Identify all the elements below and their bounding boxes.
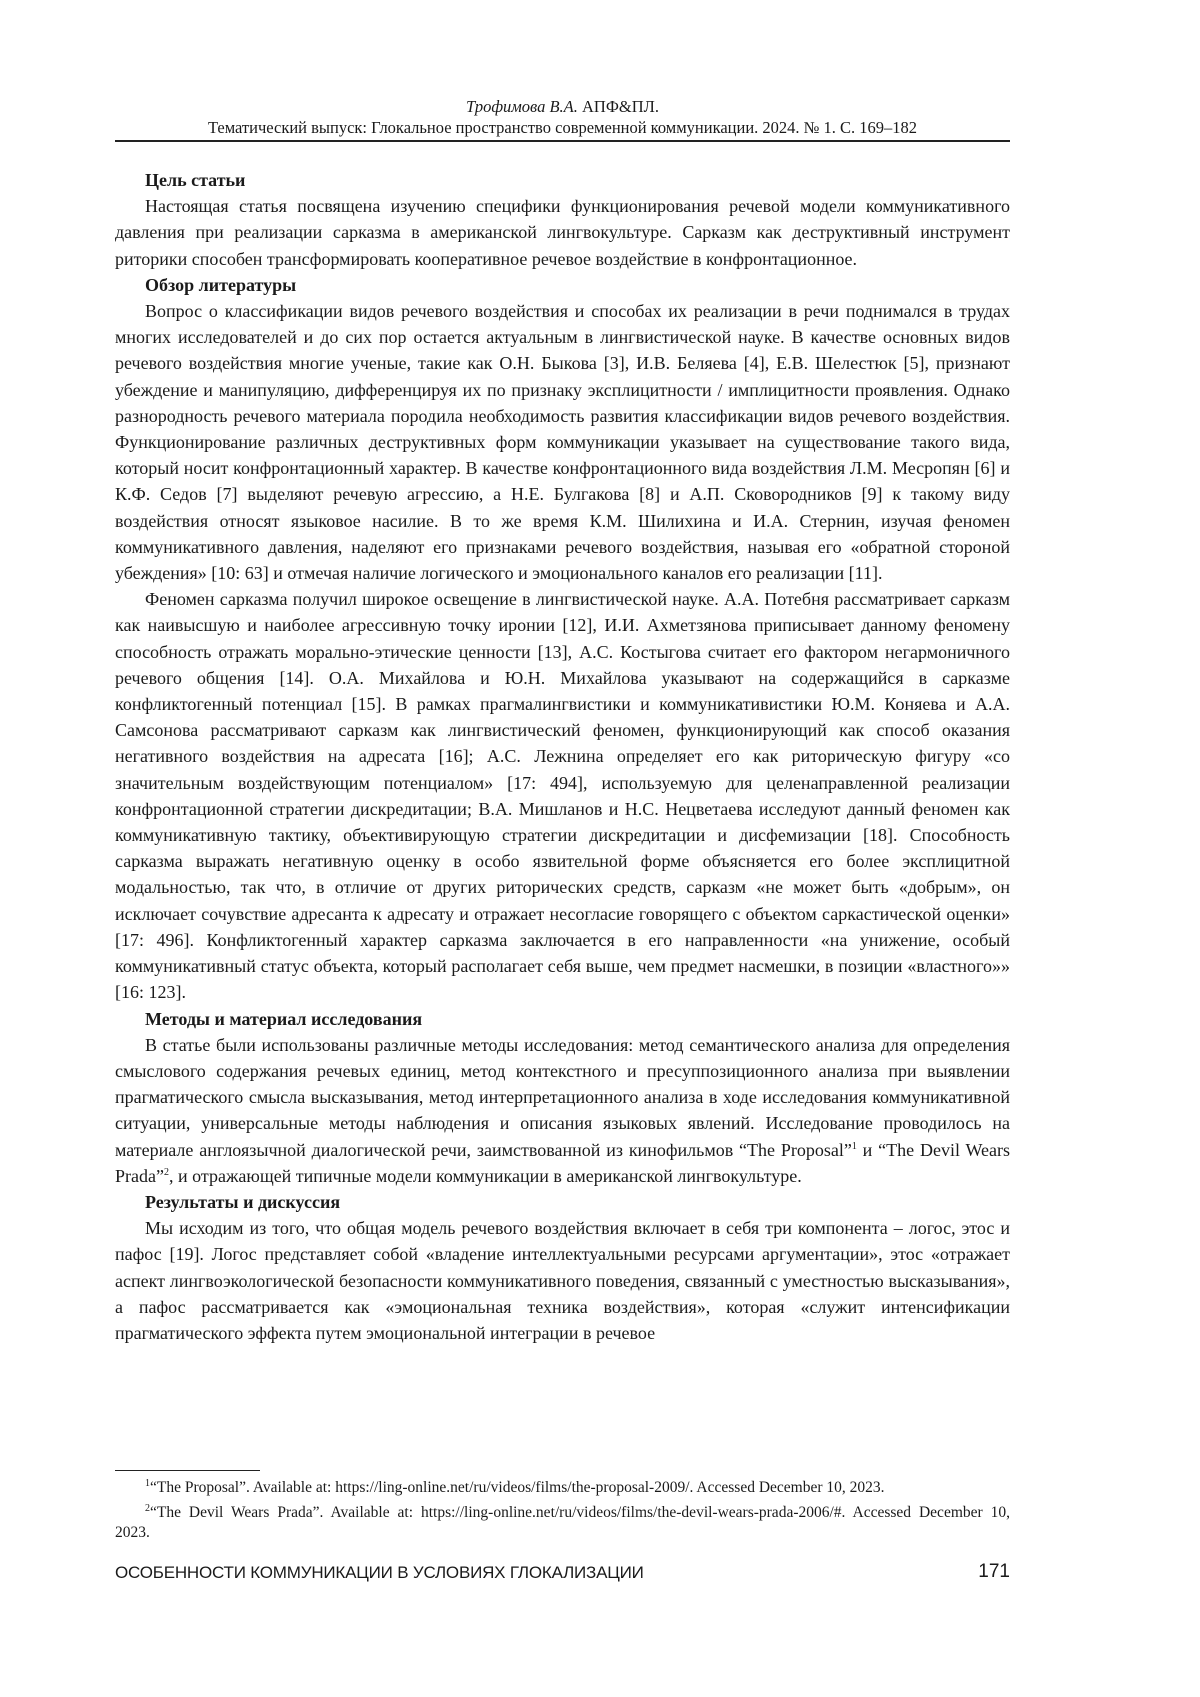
footnote-text: “The Proposal”. Available at: https://ling-online.net/ru/videos/films/the-proposal-2009/. Accessed December 10, 2023. (150, 1479, 885, 1496)
paragraph-methods (115, 1032, 1010, 1189)
running-head-journal: АПФ&ПЛ. (582, 97, 659, 116)
footnote-rule (115, 1470, 260, 1471)
running-head-author-line (115, 96, 1010, 117)
paragraph: Вопрос о классификации видов речевого воздействия и способах их реализации в речи поднимался в трудах многих исследователей и до сих пор остается актуальным в лингвистической науке. В качестве основных видов речевого воздействия многие ученые, такие как О.Н. Быкова [3], И.В. Беляева [4], Е.В. Шелестюк [5], признают убеждение и манипуляцию, дифференцируя их по признаку эксплицитности / имплицитности проявления. Однако разнородность речевого материала породила необходимость развития классификации видов речевого воздействия. Функционирование различных деструктивных форм коммуникации указывает на существование такого вида, который носит конфронтационный характер. В качестве конфронтационного вида воздействия Л.М. Месропян [6] и К.Ф. Седов [7] выделяют речевую агрессию, а Н.Е. Булгакова [8] и А.П. Сковородников [9] к такому виду воздействия относят языковое насилие. В то же время К.М. Шилихина и И.А. Стернин, изучая феномен коммуникативного давления, наделяют его признаками речевого воздействия, называя его «обратной стороной убеждения» [10: 63] и отмечая наличие логического и эмоционального каналов его реализации [11]. (115, 301, 1010, 584)
footnote-item (115, 1478, 1010, 1499)
methods-text-before: В статье были использованы различные методы исследования: метод семантического анализа для определения смыслового содержания речевых единиц, метод контекстного и пресуппозиционного анализа при выявлении прагматического смысла высказывания, метод интерпретационного анализа в ходе исследования коммуникативной ситуации, универсальные методы наблюдения и описания языковых явлений. Исследование проводилось на материале англоязычной диалогической речи, заимствованной из кинофильмов “The Proposal” (115, 1034, 1010, 1160)
paragraph: Феномен сарказма получил широкое освещение в лингвистической науке. А.А. Потебня рассматривает сарказм как наивысшую и наиболее агрессивную точку иронии [12], И.И. Ахметзянова приписывает данному феномену способность отражать морально-этические ценности [13], А.С. Костыгова считает его фактором негармоничного речевого общения [14]. О.А. Михайлова и Ю.Н. Михайлова указывают на содержащийся в сарказме конфликтогенный потенциал [15]. В рамках прагмалингвистики и коммуникативистики Ю.М. Коняева и А.А. Самсонова рассматривают сарказм как лингвистический феномен, функционирующий как способ оказания негативного воздействия на адресата [16]; А.С. Лежнина определяет его как риторическую фигуру «со значительным воздействующим потенциалом» [17: 494], используемую для целенаправленной реализации конфронтационной стратегии дискредитации; В.А. Мишланов и Н.С. Нецветаева исследуют данный феномен как коммуникативную тактику, объективирующую стратегии дискредитации и дисфемизации [18]. Способность сарказма выражать негативную оценку в особо язвительной форме объясняется его более эксплицитной модальностью, так что, в отличие от других риторических средств, сарказм «не может быть «добрым», он исключает сочувствие адресанта к адресату и отражает несогласие говорящего с объектом саркастической оценки» [17: 496]. Конфликтогенный характер сарказма заключается в его направленности «на унижение, особый коммуникативный статус объекта, который располагает себя выше, чем предмет насмешки, в позиции «властного»» [16: 123]. (115, 589, 1010, 1003)
paragraph: Мы исходим из того, что общая модель речевого воздействия включает в себя три компонента – логос, этос и пафос [19]. Логос представляет собой «владение интеллектуальными ресурсами аргументации», этос «отражает аспект лингвоэкологической безопасности коммуникативного поведения, связанный с уместностью высказывания», а пафос рассматривается как «эмоциональная техника воздействия», которая «служит интенсификации прагматического эффекта путем эмоциональной интеграции в речевое (115, 1218, 1010, 1343)
methods-text-after: , и отражающей типичные модели коммуникации в американской лингвокультуре. (168, 1165, 802, 1186)
footnote-ref-2[interactable]: 2 (163, 1166, 169, 1178)
section-heading-goal: Цель статьи (145, 170, 246, 190)
footer-section-title: ОСОБЕННОСТИ КОММУНИКАЦИИ В УСЛОВИЯХ ГЛОКАЛИЗАЦИИ (115, 1563, 644, 1582)
footnote-text: “The Devil Wears Prada”. Available at: https://ling-online.net/ru/videos/films/the-devil-wears-prada-2006/#. Accessed December 10, 2023. (115, 1503, 1010, 1541)
footnote-ref-1[interactable]: 1 (851, 1140, 857, 1152)
footnotes (115, 1478, 1010, 1548)
running-head-issue: Тематический выпуск: Глокальное пространство современной коммуникации. 2024. № 1. С. 169–182 (207, 118, 918, 137)
methods-text-middle: и “The Devil Wears Prada” (115, 1139, 1010, 1186)
footnote-mark: 1 (145, 1477, 150, 1489)
paragraph: Настоящая статья посвящена изучению специфики функционирования речевой модели коммуникативного давления при реализации сарказма в американской лингвокультуре. Сарказм как деструктивный инструмент риторики способен трансформировать кооперативное речевое воздействие в конфронтационное. (115, 196, 1010, 269)
footnote-item (115, 1503, 1010, 1544)
header-rule (115, 140, 1010, 142)
section-heading-results: Результаты и дискуссия (145, 1191, 341, 1212)
footnote-mark: 2 (145, 1502, 150, 1514)
running-head-author: Трофимова В.А. (466, 97, 578, 116)
section-heading-methods: Методы и материал исследования (145, 1008, 423, 1029)
running-head (115, 96, 1010, 138)
section-heading-review: Обзор литературы (145, 274, 297, 295)
article-body (115, 167, 1010, 1346)
page-number: 171 (978, 1561, 1010, 1582)
